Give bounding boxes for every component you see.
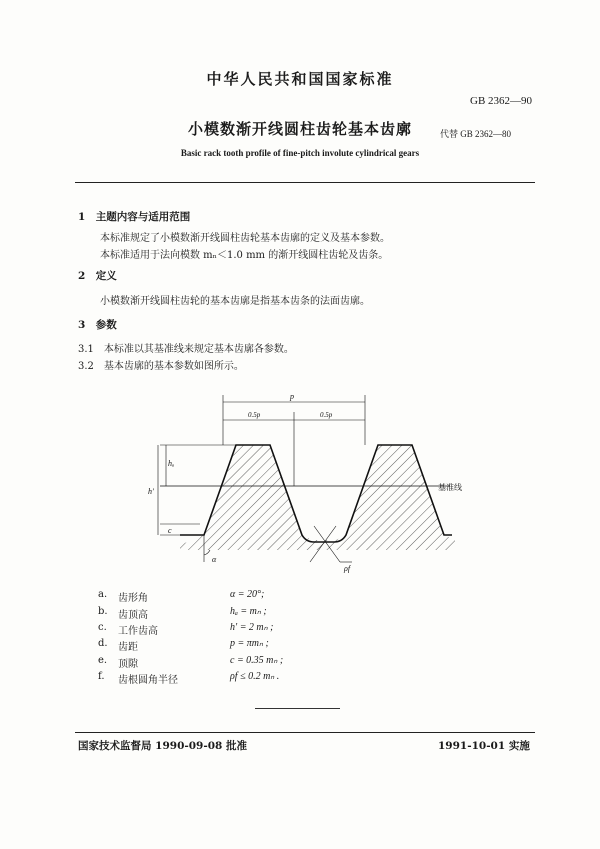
- c-label: c: [168, 526, 172, 535]
- org-title: 中华人民共和国国家标准: [206, 70, 394, 88]
- param-c-name: 工作齿高: [118, 626, 158, 637]
- hprime-label: h′: [148, 487, 154, 496]
- replaces-note: 代替 GB 2362—80: [440, 129, 512, 139]
- param-f-letter: f.: [98, 671, 105, 682]
- alpha-label: α: [212, 555, 217, 564]
- document-title: 小模数渐开线圆柱齿轮基本齿廓: [187, 120, 412, 138]
- param-d-letter: d.: [98, 638, 108, 649]
- param-c-value: h′ = 2 mₙ ;: [230, 622, 274, 633]
- param-b-value: hₐ = mₙ ;: [230, 606, 267, 617]
- param-d-value: p = πmₙ ;: [230, 638, 269, 649]
- rack-profile-figure: [140, 390, 480, 580]
- param-a-value: α = 20°;: [230, 589, 265, 600]
- param-f-name: 齿根圆角半径: [118, 675, 178, 686]
- section-1-para-1: 本标准规定了小模数渐开线圆柱齿轮基本齿廓的定义及基本参数。: [100, 233, 390, 244]
- param-f-value: ρf ≤ 0.2 mₙ .: [230, 671, 280, 682]
- datum-label: 基准线: [438, 483, 462, 492]
- footer-rule: [75, 732, 535, 733]
- english-title: Basic rack tooth profile of fine-pitch involute cylindrical gears: [180, 148, 420, 158]
- half-pitch-left-label: 0.5p: [248, 411, 261, 419]
- param-c-letter: c.: [98, 622, 107, 633]
- approval-note: 国家技术监督局 1990-09-08 批准: [78, 740, 247, 752]
- section-1-heading: 1 主题内容与适用范围: [78, 211, 191, 223]
- half-pitch-right-label: 0.5p: [320, 411, 333, 419]
- param-e-value: c = 0.35 mₙ ;: [230, 655, 284, 666]
- section-2-para-1: 小模数渐开线圆柱齿轮的基本齿廓是指基本齿条的法面齿廓。: [100, 296, 370, 307]
- param-e-letter: e.: [98, 655, 108, 666]
- rho-label: ρf: [344, 564, 351, 573]
- section-3-1: 3.1 本标准以其基准线来规定基本齿廓各参数。: [78, 344, 294, 355]
- standard-number: GB 2362—90: [470, 95, 533, 107]
- param-a-letter: a.: [98, 589, 108, 600]
- section-2-heading: 2 定义: [78, 270, 117, 282]
- section-3-2: 3.2 基本齿廓的基本参数如图所示。: [78, 361, 244, 372]
- effective-date: 1991-10-01 实施: [438, 740, 530, 752]
- end-rule: [255, 708, 340, 709]
- section-1-para-2: 本标准适用于法向模数 mₙ＜1.0 mm 的渐开线圆柱齿轮及齿条。: [100, 250, 389, 261]
- pitch-label: p: [290, 392, 294, 401]
- param-e-name: 顶隙: [118, 659, 138, 670]
- param-a-name: 齿形角: [118, 593, 148, 604]
- rack-teeth: [180, 445, 455, 550]
- header-rule: [75, 182, 535, 183]
- ha-label: hₐ: [168, 459, 175, 468]
- section-3-heading: 3 参数: [78, 319, 117, 331]
- param-b-letter: b.: [98, 606, 108, 617]
- param-b-name: 齿顶高: [118, 610, 148, 621]
- param-d-name: 齿距: [118, 642, 138, 653]
